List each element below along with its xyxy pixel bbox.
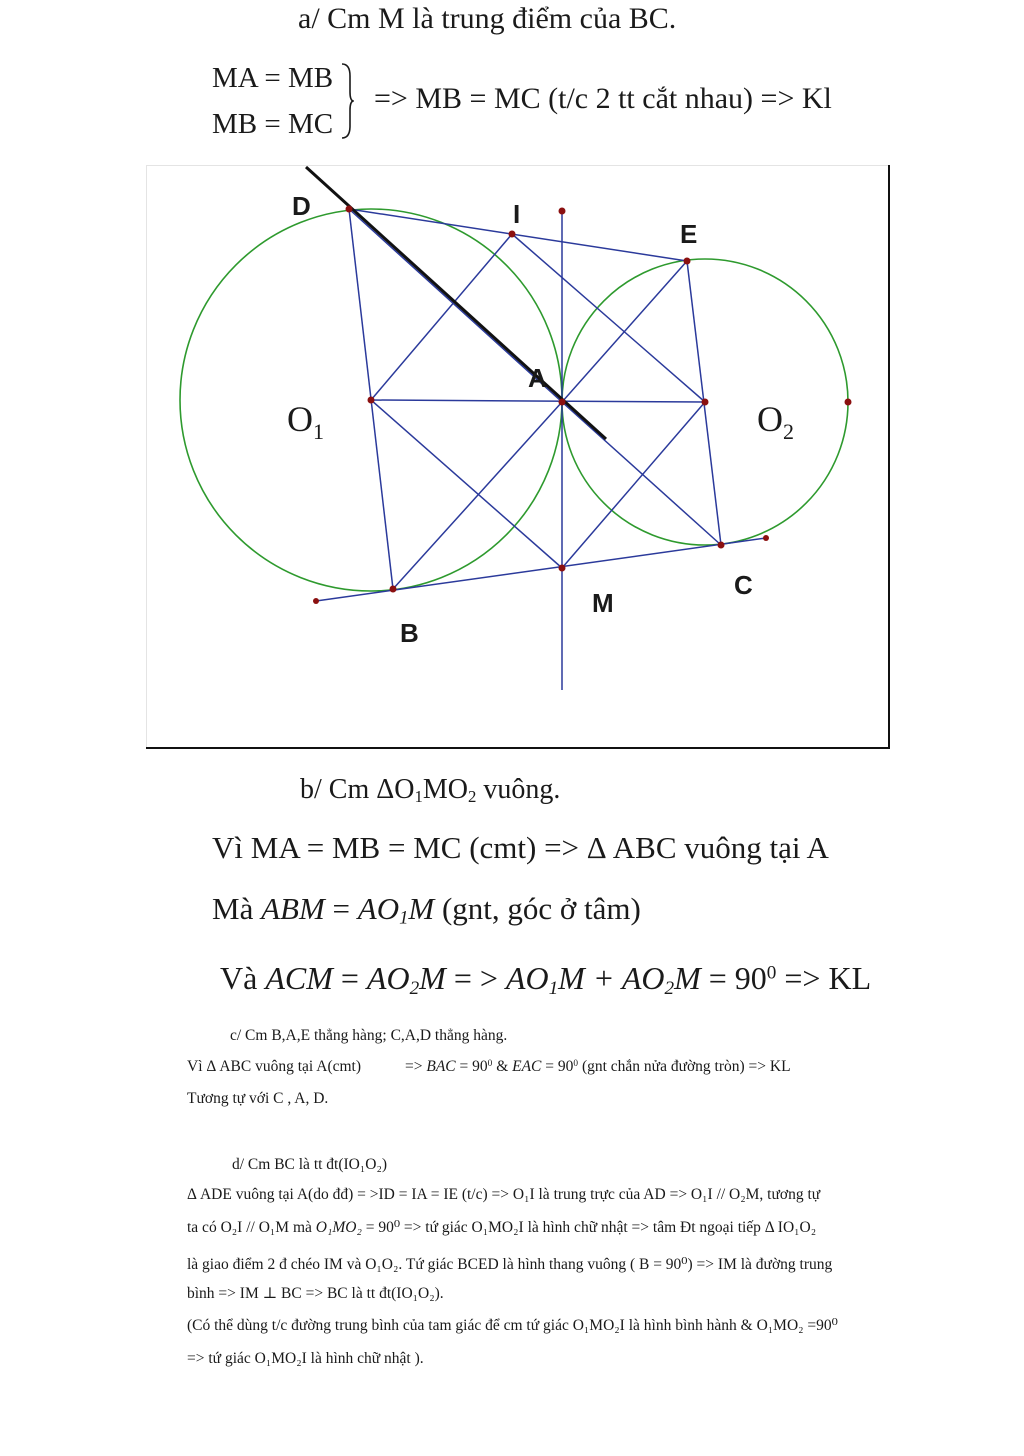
geometry-figure [146, 165, 890, 749]
point-o2 [702, 399, 709, 406]
point-left-end [313, 598, 319, 604]
part-c-line-1: Vì Δ ABC vuông tại A(cmt) => BAC = $90^0$ & EAC = $90^0$ (gnt chắn nửa đường tròn) => KL [187, 1058, 791, 1075]
point-right [845, 399, 852, 406]
label-o2: $O_2$ [757, 399, 794, 444]
label-d: D [292, 191, 311, 221]
part-d-line-5: (Có thể dùng t/c đường trung bình của tam giác để cm tứ giác O₁MO₂I là hình bình hành & O₁MO₂ =90⁰ [187, 1317, 838, 1334]
point-right-end [763, 535, 769, 541]
label-m: M [592, 588, 614, 618]
part-b-line-1: Vì MA = MB = MC (cmt) => Δ ABC vuông tại A [212, 830, 829, 865]
part-d-title: d/ Cm BC là tt đt(IO₁O₂) [232, 1156, 388, 1173]
label-b: B [400, 618, 419, 648]
label-a: A [528, 363, 547, 393]
part-d-line-1: Δ ADE vuông tại A(do đđ) = >ID = IA = IE (t/c) => O₁I là trung trực của AD => O₁I // O₂M, tương tự [187, 1186, 821, 1203]
equation-ma-mb: MA = MB [212, 62, 334, 94]
label-c: C [734, 570, 753, 600]
label-o1: $O_1$ [287, 399, 324, 444]
point-i [509, 231, 516, 238]
point-b [390, 586, 397, 593]
part-d-line-3: là giao điểm 2 đ chéo IM và O₁O₂. Tứ giác BCED là hình thang vuông ( B = 90⁰) => IM là đường trung [187, 1256, 833, 1273]
label-e: E [680, 219, 698, 249]
part-a-title: a/ Cm M là trung điểm của BC. [298, 2, 677, 35]
point-m [559, 565, 566, 572]
point-o1 [368, 397, 375, 404]
point-a [559, 399, 566, 406]
point-top [559, 208, 566, 215]
part-c-line-2: Tương tự với C , A, D. [187, 1090, 329, 1107]
point-d [346, 206, 353, 213]
label-i: I [513, 199, 521, 229]
part-a-conclusion: => MB = MC (t/c 2 tt cắt nhau) => Kl [374, 82, 832, 115]
part-d-line-6: => tứ giác O₁MO₂I là hình chữ nhật ). [187, 1350, 424, 1367]
brace-icon [340, 62, 354, 140]
equation-mb-mc: MB = MC [212, 108, 334, 140]
part-d-line-2: ta có O₂I // O₁M mà O₁MO₂ = 90⁰ => tứ giác O₁MO₂I là hình chữ nhật => tâm Đt ngoại tiếp Δ IO₁O₂ [187, 1219, 817, 1236]
part-d-line-4: bình => IM ⊥ BC => BC là tt đt(IO₁O₂). [187, 1285, 444, 1302]
part-c-title: c/ Cm B,A,E thẳng hàng; C,A,D thẳng hàng. [230, 1027, 508, 1044]
point-c [718, 542, 725, 549]
part-b-line-3: Và ACM = $AO_2M$ = > $AO_1M + AO_2M = 90^0$ => KL [220, 960, 872, 999]
point-e [684, 258, 691, 265]
part-b-title: b/ Cm $\Delta O_1MO_2$ vuông. [300, 774, 561, 807]
part-b-line-2: Mà ABM = $AO_1M$ (gnt, góc ở tâm) [212, 891, 641, 929]
